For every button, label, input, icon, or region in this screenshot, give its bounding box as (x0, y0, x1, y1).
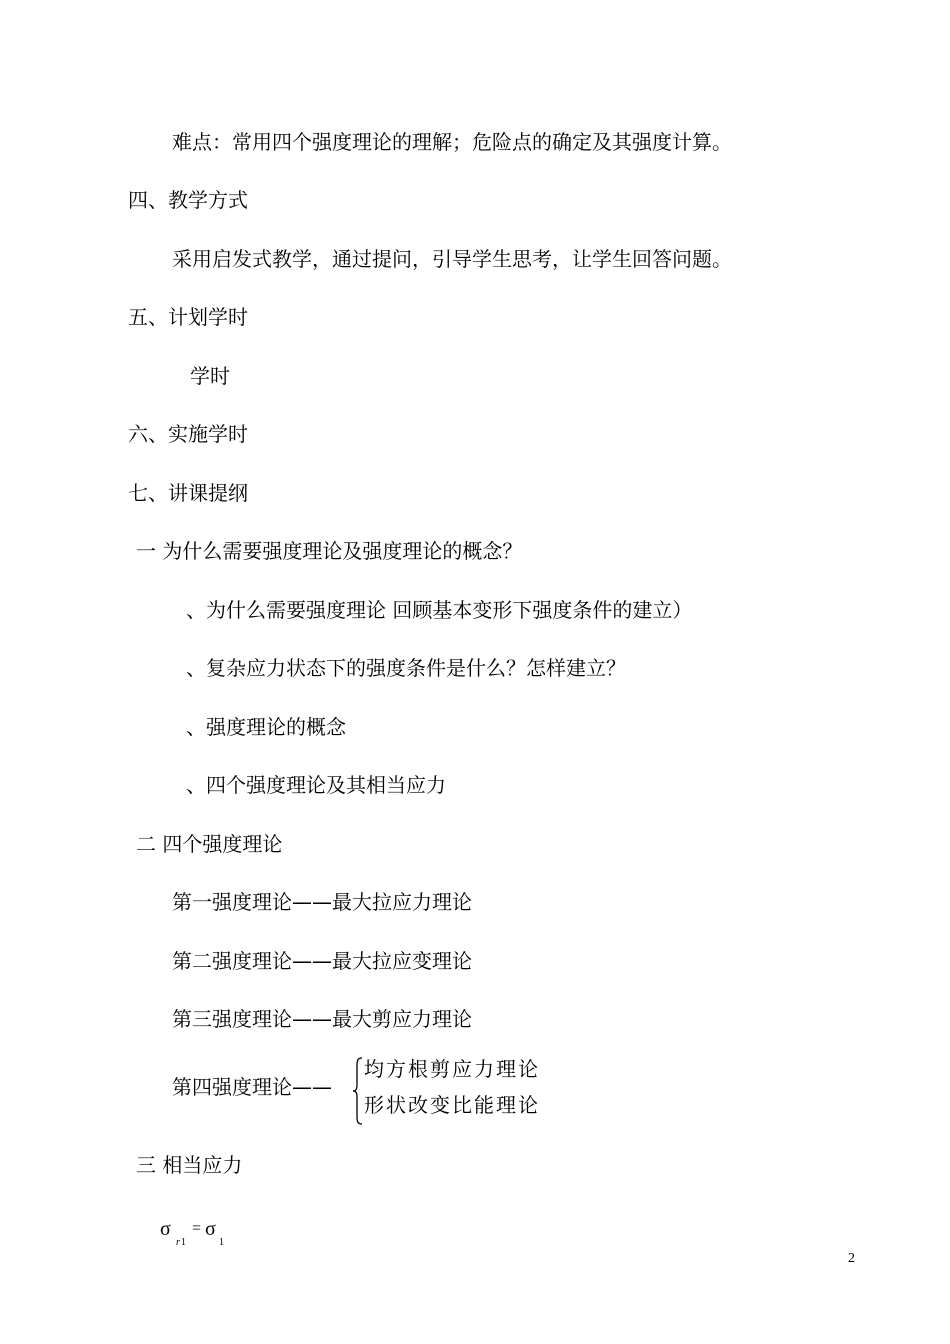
fourth-theory-option-distortion: 形状改变比能理论 (364, 1093, 540, 1117)
curly-brace-icon (352, 1055, 364, 1127)
formula-lhs-sigma: σ (160, 1218, 171, 1240)
equivalent-stress-formula (160, 1218, 280, 1252)
heading-actual-hours: 六、实施学时 (128, 422, 248, 446)
theory-first: 第一强度理论——最大拉应力理论 (172, 890, 472, 914)
text-line-hours: 学时 (190, 364, 230, 388)
section-one-title: 一 为什么需要强度理论及强度理论的概念？ (136, 539, 523, 563)
heading-planned-hours: 五、计划学时 (128, 305, 248, 329)
page-number: 2 (848, 1251, 855, 1266)
fourth-theory-brace-group (352, 1055, 582, 1127)
heading-lecture-outline: 七、讲课提纲 (128, 481, 248, 505)
section-three-title: 三 相当应力 (136, 1153, 243, 1177)
heading-teaching-method: 四、教学方式 (128, 188, 248, 212)
fourth-theory-option-rms: 均方根剪应力理论 (364, 1057, 540, 1081)
theory-fourth: 第四强度理论—— (172, 1075, 332, 1099)
formula-rhs-sigma: σ (205, 1218, 216, 1240)
outline-item-complex-stress: 、复杂应力状态下的强度条件是什么？怎样建立？ (186, 656, 626, 680)
outline-item-concept: 、强度理论的概念 (186, 715, 346, 739)
outline-item-four-theories: 、四个强度理论及其相当应力 (186, 773, 446, 797)
theory-second: 第二强度理论——最大拉应变理论 (172, 949, 472, 973)
text-line-teaching-method: 采用启发式教学，通过提问，引导学生思考，让学生回答问题。 (172, 247, 732, 271)
formula-lhs-subscript-num: 1 (181, 1237, 186, 1248)
text-line-difficulty: 难点：常用四个强度理论的理解；危险点的确定及其强度计算。 (172, 130, 732, 154)
outline-item-why: 、为什么需要强度理论 回顾基本变形下强度条件的建立） (186, 598, 693, 622)
formula-equals: = (192, 1220, 202, 1237)
theory-third: 第三强度理论——最大剪应力理论 (172, 1007, 472, 1031)
formula-lhs-subscript-r: r (176, 1237, 180, 1248)
formula-rhs-subscript: 1 (219, 1237, 224, 1248)
section-two-title: 二 四个强度理论 (136, 832, 283, 856)
